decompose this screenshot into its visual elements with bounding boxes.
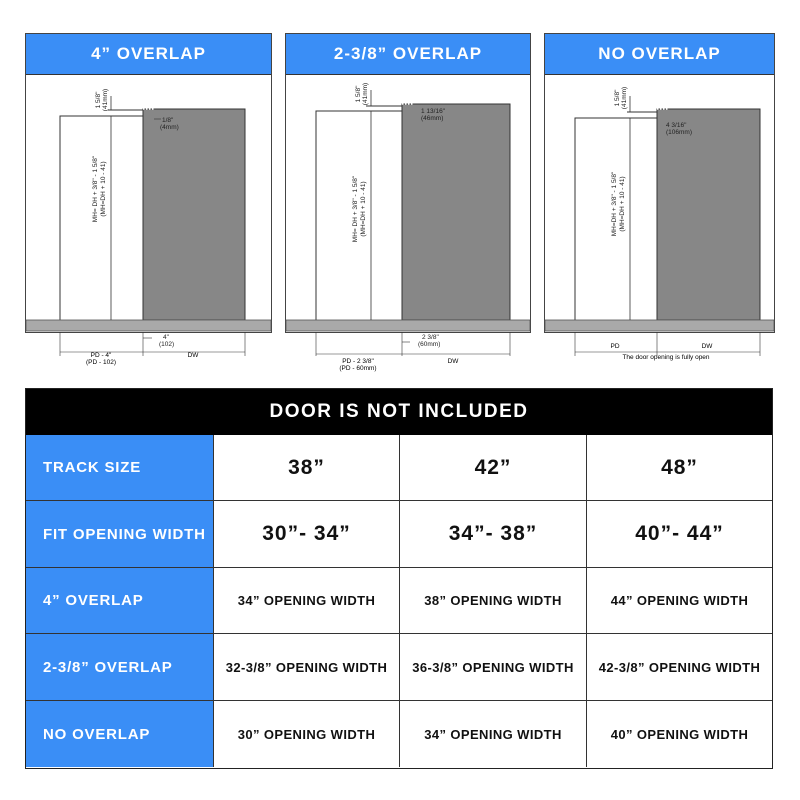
right-dim-label: 1 13/16" xyxy=(421,108,445,115)
table-grid xyxy=(26,435,772,767)
table-cell: 38” OPENING WIDTH xyxy=(400,568,587,634)
table-cell: 30” OPENING WIDTH xyxy=(214,701,400,767)
diagram-2-3-8-overlap xyxy=(286,34,532,348)
table-cell: 32-3/8” OPENING WIDTH xyxy=(214,634,400,701)
right-dim-label: 4 3/16" xyxy=(666,122,687,129)
overlap-dim-metric: (60mm) xyxy=(418,341,441,348)
right-dim-label: 1/8" xyxy=(162,117,174,124)
diagram-4-overlap xyxy=(26,34,273,348)
door-panel xyxy=(657,109,760,320)
table-cell: 40” OPENING WIDTH xyxy=(610,726,749,742)
right-dim-metric: (46mm) xyxy=(421,115,444,122)
height-label-metric: (MH=DH + 10 - 41) xyxy=(360,181,367,237)
top-dim-metric: (41mm) xyxy=(362,82,369,106)
height-label: MH= DH + 3/8" - 1 5/8" xyxy=(92,155,99,223)
top-dim-metric: (41mm) xyxy=(621,86,628,110)
panel-2-3-8-overlap xyxy=(285,33,531,348)
left-dim-label: PD - 4" xyxy=(90,352,112,359)
left-dim-label: PD - 2 3/8" xyxy=(342,358,374,365)
diagram-no-overlap xyxy=(545,34,776,334)
table-cell: 30”- 34” xyxy=(214,501,400,568)
table-cell: 44” OPENING WIDTH xyxy=(587,568,772,634)
wall-opening-outline xyxy=(60,116,152,320)
floor xyxy=(286,320,530,331)
table-banner: DOOR IS NOT INCLUDED xyxy=(26,389,772,435)
sizing-table xyxy=(25,388,773,769)
panel-1-bottom-labels xyxy=(25,333,272,373)
table-cell: 34”- 38” xyxy=(400,501,587,568)
row-header-no-overlap: NO OVERLAP xyxy=(26,701,214,767)
table-cell: 36-3/8” OPENING WIDTH xyxy=(400,634,587,701)
right-dim-metric: (106mm) xyxy=(666,129,693,136)
table-cell: 34” OPENING WIDTH xyxy=(214,568,400,634)
panel-title: 4” OVERLAP xyxy=(26,34,271,75)
dw-label: DW xyxy=(447,358,459,365)
table-cell: 34” OPENING WIDTH xyxy=(400,701,587,767)
floor xyxy=(545,320,774,331)
top-dim-label: 1 5/8" xyxy=(355,85,362,103)
table-cell: 48” xyxy=(587,435,772,501)
left-dim-metric: (PD - 102) xyxy=(86,359,116,366)
top-dim-metric: (41mm) xyxy=(102,88,109,112)
overlap-dim-label: 2 3/8" xyxy=(422,334,439,341)
right-dim-metric: (4mm) xyxy=(160,124,179,131)
row-header-4-overlap: 4” OVERLAP xyxy=(26,568,214,634)
door-panel xyxy=(143,109,245,320)
row-header-2-3-8-overlap: 2-3/8” OVERLAP xyxy=(26,634,214,701)
overlap-dim-label: 4" xyxy=(163,334,169,341)
row-header-fit-opening-width: FIT OPENING WIDTH xyxy=(26,501,214,568)
panel-title: NO OVERLAP xyxy=(545,34,774,75)
panel-2-bottom-labels xyxy=(285,333,531,378)
floor xyxy=(26,320,271,331)
panel-4-overlap xyxy=(25,33,272,348)
height-label-metric: (MH=DH + 10 - 41) xyxy=(619,176,626,232)
dw-label: DW xyxy=(701,343,713,350)
overlap-dim-metric: (102) xyxy=(159,341,175,348)
door-panel xyxy=(402,104,510,320)
panel-title: 2-3/8” OVERLAP xyxy=(286,34,530,75)
panel-no-overlap xyxy=(544,33,775,333)
table-cell: 38” xyxy=(214,435,400,501)
height-label: MH= DH + 3/8" - 1 5/8" xyxy=(352,175,359,243)
height-label-metric: (MH=DH + 10 - 41) xyxy=(100,161,107,217)
dw-label: DW xyxy=(187,352,199,359)
table-cell: 42-3/8” OPENING WIDTH xyxy=(587,634,772,701)
fully-open-note: The door opening is fully open xyxy=(622,354,710,361)
left-dim-metric: (PD - 60mm) xyxy=(339,365,377,372)
top-dim-label: 1 5/8" xyxy=(95,91,102,109)
left-dim-label: PD xyxy=(610,343,620,350)
table-cell: 40”- 44” xyxy=(587,501,772,568)
height-label: MH=DH + 3/8" - 1 5/8" xyxy=(611,171,618,237)
panel-3-bottom-labels xyxy=(544,333,775,368)
row-header-track-size: TRACK SIZE xyxy=(26,435,214,501)
table-cell: 42” xyxy=(400,435,587,501)
top-dim-label: 1 5/8" xyxy=(614,89,621,107)
